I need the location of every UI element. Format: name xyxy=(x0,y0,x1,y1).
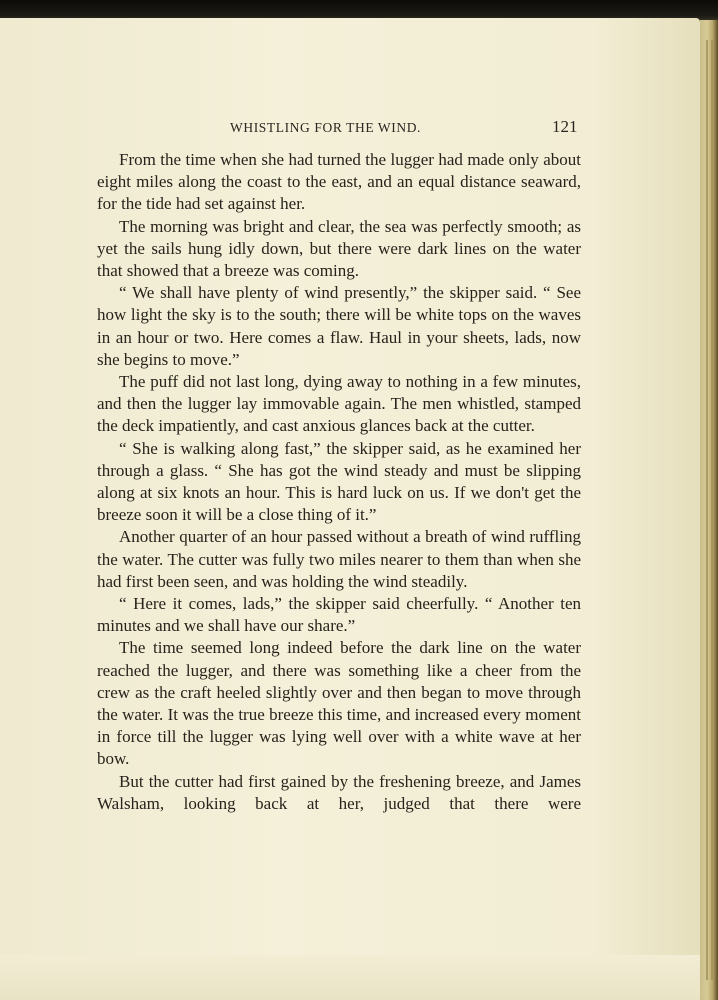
page-edge-line xyxy=(711,40,713,980)
paragraph: The puff did not last long, dying away to nothing in a few minutes, and then the lugger lay immovable again. The men whistled, stamped the deck impatiently, and cast anxious glances back at the cutter. xyxy=(97,372,581,436)
page-edge xyxy=(700,20,718,1000)
paragraph: “ She is walking along fast,” the skipper said, as he examined her through a glass. “ She has got the wind steady and must be slipping along at six knots an hour. This is hard luck on us. If we don't get the breeze soon it will be a close thing of it.” xyxy=(97,438,581,525)
paragraph: From the time when she had turned the lugger had made only about eight miles along the coast to the east, and an equal distance seaward, for the tide had set against her. xyxy=(97,150,581,214)
paragraph: The time seemed long indeed before the dark line on the water reached the lugger, and there was something like a cheer from the crew as the craft heeled slightly over and then began to move through the water. It was the true breeze this time, and increased every moment in force till the lugger was lying well over with a white wave at her bow. xyxy=(97,638,581,769)
paragraph: But the cutter had first gained by the freshening breeze, and James Walsham, looking back at her, judged that there were xyxy=(97,771,581,813)
paragraph: The morning was bright and clear, the sea was perfectly smooth; as yet the sails hung idly down, but there were dark lines on the water that showed that a breeze was coming. xyxy=(97,216,581,281)
page-edge-line xyxy=(706,40,708,980)
body-text xyxy=(97,149,581,815)
page-bottom-shade xyxy=(0,955,700,1000)
paragraph: “ Here it comes, lads,” the skipper said cheerfully. “ Another ten minutes and we shall have our share.” xyxy=(97,594,581,636)
page-number: 121 xyxy=(552,117,578,136)
running-title: WHISTLING FOR THE WIND. xyxy=(230,120,422,135)
running-head xyxy=(0,117,718,139)
paragraph: Another quarter of an hour passed without a breath of wind ruffling the water. The cutter was fully two miles nearer to them than when she had first been seen, and was holding the wind steadily. xyxy=(97,527,581,591)
paragraph: “ We shall have plenty of wind presently,” the skipper said. “ See how light the sky is to the south; there will be white tops on the waves in an hour or two. Here comes a flaw. Haul in your sheets, lads, now she begins to move.” xyxy=(97,283,581,369)
